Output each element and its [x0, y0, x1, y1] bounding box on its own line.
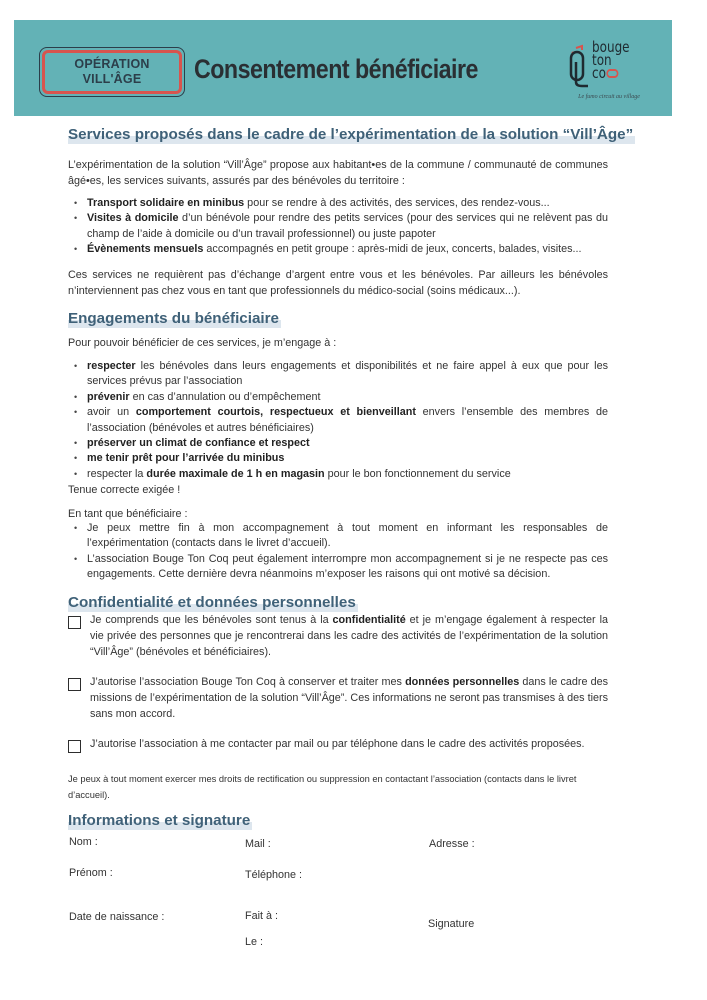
logo-red-pill-icon [607, 69, 619, 78]
badge-line-2: VILL'ÂGE [82, 72, 142, 86]
services-intro: L’expérimentation de la solution “Vill’Âge” propose aux habitant•es de la commune / communauté de communes âgé•es, les services suivants, assurés par des bénévoles du territoire : [68, 159, 608, 187]
bouge-ton-coq-logo [554, 36, 664, 106]
data-processing-consent: J’autorise l’association Bouge Ton Coq à conserver et traiter mes données personnelles dans le cadre des missions de l’expérimentation de la solution “Vill’Âge”. Ces informations ne seront pas transmises à des tiers sans mon accord. [68, 674, 608, 722]
list-item: • L’association Bouge Ton Coq peut également interrompre mon accompagnement si je ne respecte pas ces engagements. Cette dernière devra néanmoins m’exposer les raisons qui ont motivé sa décision. [74, 552, 608, 583]
logo-tagline: Le fumo circuit au village [578, 94, 640, 100]
logo-wordmark: bouge ton co [592, 38, 630, 82]
services-list [74, 196, 608, 258]
adresse-field-label[interactable]: Adresse : [429, 838, 475, 850]
list-item: • Transport solidaire en minibus pour se rendre à des activités, des services, des rendez-vous... [74, 196, 608, 211]
services-outro: Ces services ne requièrent pas d’échange d’argent entre vous et les bénévoles. Par ailleurs les bénévoles n’interviennent pas chez vous en tant que professionnels du médico-social (soins médicaux...). [68, 269, 608, 297]
dress-code-note: Tenue correcte exigée ! [68, 484, 181, 496]
services-heading: Services proposés dans le cadre de l’expérimentation de la solution “Vill’Âge” [68, 126, 634, 143]
document-title: Consentement bénéficiaire [194, 54, 478, 84]
rooster-logo-icon [568, 44, 590, 90]
telephone-field-label[interactable]: Téléphone : [245, 869, 303, 881]
beneficiary-intro: En tant que bénéficiaire : [68, 508, 188, 520]
prenom-field-label[interactable]: Prénom : [69, 867, 113, 879]
list-item: • respecter la durée maximale de 1 h en magasin pour le bon fonctionnement du service [74, 467, 608, 482]
contact-consent: J’autorise l’association à me contacter par mail ou par téléphone dans le cadre des activités proposées. [68, 736, 608, 753]
badge-line-1: OPÉRATION [74, 57, 150, 71]
list-item: • Visites à domicile d’un bénévole pour rendre des petits services (pour des services qui ne relèvent pas du champ de l’aide à domicile ou d’un travail professionnel) ou juste papoter [74, 211, 608, 242]
engagements-list [74, 359, 608, 482]
list-item: • Je peux mettre fin à mon accompagnement à tout moment en informant les responsables de l’expérimentation (contacts dans le livret d’accueil). [74, 521, 608, 552]
list-item: • Évènements mensuels accompagnés en petit groupe : après-midi de jeux, concerts, balades, visites... [74, 242, 608, 257]
list-item: • préserver un climat de confiance et respect [74, 436, 608, 451]
fait-a-field-label[interactable]: Fait à : [245, 910, 279, 922]
le-date-field-label[interactable]: Le : [245, 936, 264, 948]
operation-badge [39, 47, 185, 97]
date-naissance-field-label[interactable]: Date de naissance : [69, 911, 165, 923]
confidentiality-consent: Je comprends que les bénévoles sont tenus à la confidentialité et je m’engage également à respecter la vie privée des personnes que je rencontrerai dans les cadre des activités de l’expérimentation de la solution “Vill’Âge” (bénévoles et bénéficiaires). [68, 612, 608, 660]
header-banner [14, 20, 672, 116]
privacy-heading: Confidentialité et données personnelles [68, 594, 356, 611]
engagements-heading: Engagements du bénéficiaire [68, 310, 279, 327]
contact-checkbox[interactable] [68, 740, 81, 753]
list-item: • prévenir en cas d’annulation ou d’empêchement [74, 390, 608, 405]
data-processing-checkbox[interactable] [68, 678, 81, 691]
confidentiality-checkbox[interactable] [68, 616, 81, 629]
signature-field-label[interactable]: Signature [428, 918, 475, 930]
mail-field-label[interactable]: Mail : [245, 838, 271, 850]
list-item: • avoir un comportement courtois, respectueux et bienveillant envers l’ensemble des membres de l’association (bénévoles et autres bénéficiaires) [74, 405, 608, 436]
signature-heading: Informations et signature [68, 812, 251, 829]
beneficiary-list [74, 521, 608, 583]
rights-note: Je peux à tout moment exercer mes droits de rectification ou suppression en contactant l’association (contacts dans le livret d’accueil). [68, 774, 577, 800]
engagements-intro: Pour pouvoir bénéficier de ces services, je m’engage à : [68, 337, 337, 349]
list-item: • respecter les bénévoles dans leurs engagements et disponibilités et ne faire appel à eux que pour les services prévus par l’association [74, 359, 608, 390]
nom-field-label[interactable]: Nom : [69, 836, 98, 848]
list-item: • me tenir prêt pour l’arrivée du minibus [74, 451, 608, 466]
